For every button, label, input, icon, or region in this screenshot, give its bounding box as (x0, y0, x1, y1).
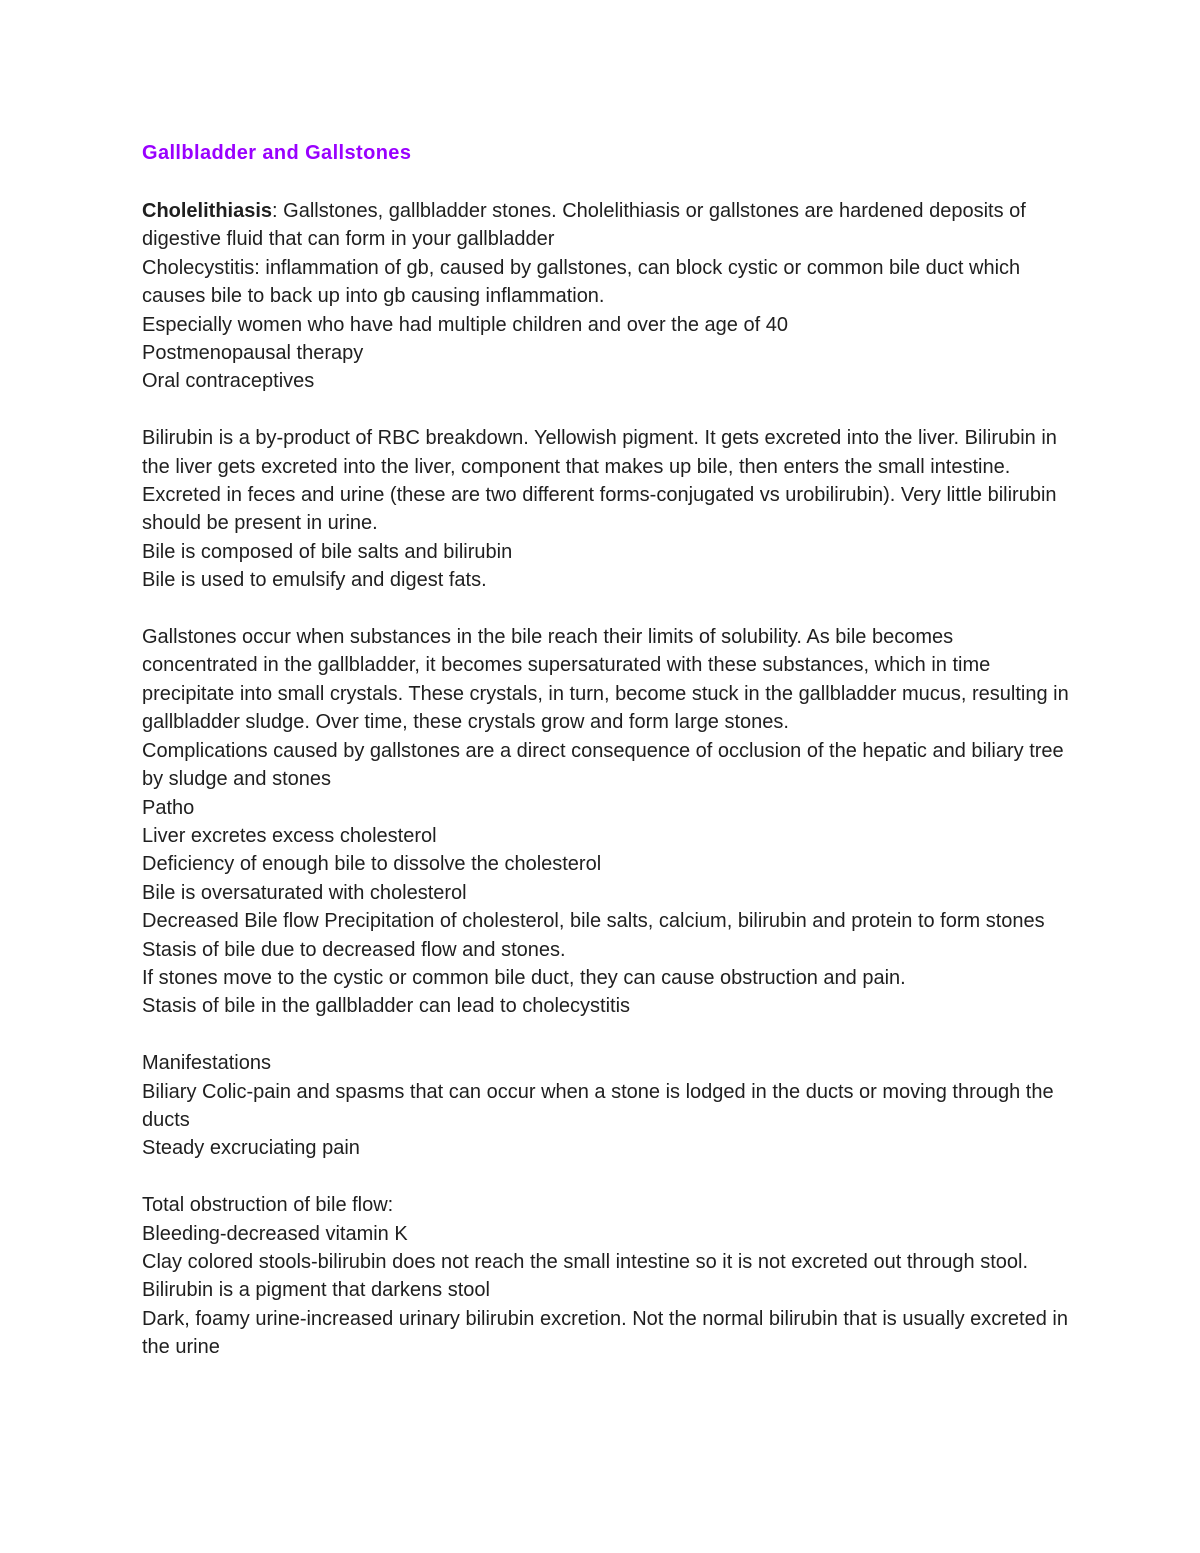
intro-section (142, 197, 1072, 396)
patho-heading: Patho (142, 796, 195, 819)
bilirubin-line: Bile is composed of bile salts and bilirubin (142, 540, 513, 563)
intro-line: Postmenopausal therapy (142, 342, 364, 365)
bilirubin-line: Bilirubin is a by-product of RBC breakdown. Yellowish pigment. It gets excreted into the liver. Bilirubin in the liver gets excreted into the liver, component that makes up bile, then enters the small intestine. Excreted in feces and urine (these are two different forms-conjugated vs urobilirubin). Very little bilirubin should be present in urine. (142, 427, 1057, 535)
manifestations-section (142, 1049, 1072, 1163)
obstruction-line: Clay colored stools-bilirubin does not reach the small intestine so it is not excreted out through stool. Bilirubin is a pigment that darkens stool (142, 1250, 1029, 1302)
gallstones-line: Stasis of bile in the gallbladder can lead to cholecystitis (142, 995, 631, 1018)
obstruction-section (142, 1191, 1072, 1361)
manifestations-line: Steady excruciating pain (142, 1137, 360, 1160)
gallstones-line: Decreased Bile flow Precipitation of cholesterol, bile salts, calcium, bilirubin and protein to form stones (142, 910, 1045, 933)
manifestations-line: Biliary Colic-pain and spasms that can occur when a stone is lodged in the ducts or moving through the ducts (142, 1080, 1054, 1131)
document-body (142, 138, 1072, 1390)
obstruction-line: Dark, foamy urine-increased urinary bilirubin excretion. Not the normal bilirubin that is usually excreted in the urine (142, 1307, 1068, 1359)
manifestations-heading: Manifestations (142, 1052, 271, 1075)
obstruction-line: Bleeding-decreased vitamin K (142, 1222, 408, 1245)
intro-line: Especially women who have had multiple children and over the age of 40 (142, 313, 788, 336)
intro-line: Oral contraceptives (142, 370, 315, 393)
bilirubin-line: Bile is used to emulsify and digest fats. (142, 569, 487, 592)
gallstones-line: Complications caused by gallstones are a direct consequence of occlusion of the hepatic and biliary tree by sludge and stones (142, 739, 1064, 791)
gallstones-line: If stones move to the cystic or common bile duct, they can cause obstruction and pain. (142, 966, 906, 989)
document-title: Gallbladder and Gallstones (142, 142, 412, 164)
gallstones-line: Bile is oversaturated with cholesterol (142, 881, 467, 904)
gallstones-line: Liver excretes excess cholesterol (142, 824, 437, 847)
definition-text: : Gallstones, gallbladder stones. Cholelithiasis or gallstones are hardened deposits of digestive fluid that can form in your gallbladder (142, 200, 1026, 251)
gallstones-section (142, 623, 1072, 1021)
gallstones-line: Deficiency of enough bile to dissolve the cholesterol (142, 853, 602, 876)
obstruction-heading: Total obstruction of bile flow: (142, 1194, 394, 1217)
intro-line: Cholecystitis: inflammation of gb, caused by gallstones, can block cystic or common bile duct which causes bile to back up into gb causing inflammation. (142, 256, 1021, 308)
term-cholelithiasis: Cholelithiasis (142, 200, 273, 222)
gallstones-line: Stasis of bile due to decreased flow and stones. (142, 938, 566, 961)
bilirubin-section (142, 424, 1072, 594)
gallstones-line: Gallstones occur when substances in the bile reach their limits of solubility. As bile becomes concentrated in the gallbladder, it becomes supersaturated with these substances, which in time precipitate into small crystals. These crystals, in turn, become stuck in the gallbladder mucus, resulting in gallbladder sludge. Over time, these crystals grow and form large stones. (142, 626, 1069, 734)
cholelithiasis-definition (142, 197, 1072, 254)
